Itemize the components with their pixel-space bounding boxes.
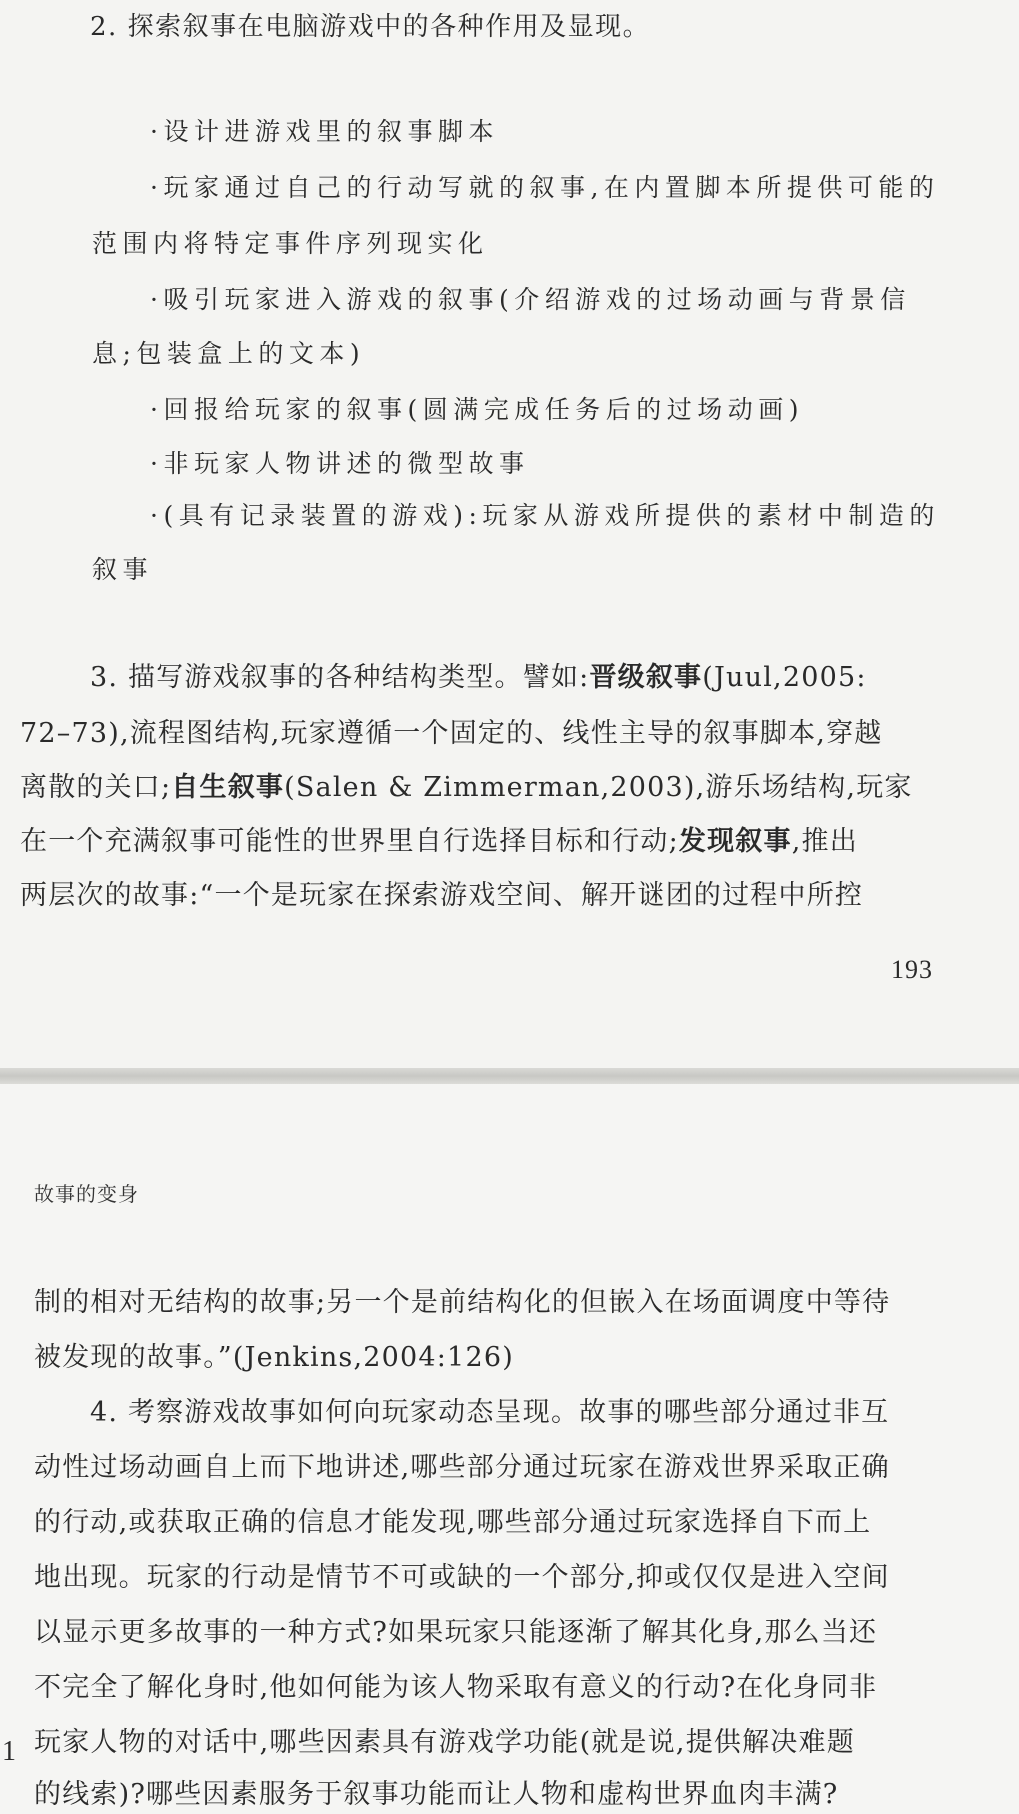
bullet-line: 范围内将特定事件序列现实化 — [92, 229, 489, 258]
body-line: 不完全了解化身时,他如何能为该人物采取有意义的行动?在化身同非 — [34, 1672, 878, 1703]
bullet-line: ·非玩家人物讲述的微型故事 — [150, 449, 530, 478]
bullet-line: 息;包装盒上的文本) — [92, 339, 366, 368]
body-line: 动性过场动画自上而下地讲述,哪些部分通过玩家在游戏世界采取正确 — [34, 1452, 890, 1483]
page-divider — [0, 1068, 1019, 1084]
item-3-line-1: 3. 描写游戏叙事的各种结构类型。譬如:晋级叙事(Juul,2005: — [90, 662, 867, 693]
bold-term: 发现叙事 — [678, 826, 792, 857]
body-line: 以显示更多故事的一种方式?如果玩家只能逐渐了解其化身,那么当还 — [34, 1617, 878, 1648]
running-head: 故事的变身 — [34, 1184, 139, 1206]
bullet-line: ·回报给玩家的叙事(圆满完成任务后的过场动画) — [150, 395, 804, 424]
page-number: 193 — [891, 955, 933, 984]
margin-mark: 1 — [2, 1736, 16, 1767]
body-line: 的行动,或获取正确的信息才能发现,哪些部分通过玩家选择自下而上 — [34, 1507, 872, 1538]
bold-term: 晋级叙事 — [589, 662, 703, 693]
bold-term: 自生叙事 — [171, 772, 285, 803]
bullet-line: ·吸引玩家进入游戏的叙事(介绍游戏的过场动画与背景信 — [150, 285, 911, 314]
item-3-line-3: 离散的关口;自生叙事(Salen & Zimmerman,2003),游乐场结构,玩家 — [20, 772, 913, 803]
bullet-line: ·玩家通过自己的行动写就的叙事,在内置脚本所提供可能的 — [150, 173, 940, 202]
bullet-line: ·设计进游戏里的叙事脚本 — [150, 117, 499, 146]
bullet-line: 叙事 — [92, 555, 154, 584]
item-3-line-2: 72–73),流程图结构,玩家遵循一个固定的、线性主导的叙事脚本,穿越 — [20, 718, 883, 749]
item-4-heading: 4. 考察游戏故事如何向玩家动态呈现。故事的哪些部分通过非互 — [90, 1397, 890, 1428]
bullet-line: ·(具有记录装置的游戏):玩家从游戏所提供的素材中制造的 — [150, 501, 940, 530]
body-line: 制的相对无结构的故事;另一个是前结构化的但嵌入在场面调度中等待 — [34, 1287, 891, 1318]
body-line: 的线索)?哪些因素服务于叙事功能而让人物和虚构世界血肉丰满? — [34, 1779, 839, 1810]
item-3-line-5: 两层次的故事:“一个是玩家在探索游戏空间、解开谜团的过程中所控 — [20, 880, 864, 911]
item-2-heading: 2. 探索叙事在电脑游戏中的各种作用及显现。 — [90, 12, 651, 42]
body-line: 被发现的故事。”(Jenkins,2004:126) — [34, 1342, 514, 1373]
body-line: 地出现。玩家的行动是情节不可或缺的一个部分,抑或仅仅是进入空间 — [34, 1562, 890, 1593]
item-3-line-4: 在一个充满叙事可能性的世界里自行选择目标和行动;发现叙事,推出 — [20, 826, 858, 857]
body-line: 玩家人物的对话中,哪些因素具有游戏学功能(就是说,提供解决难题 — [34, 1727, 855, 1758]
